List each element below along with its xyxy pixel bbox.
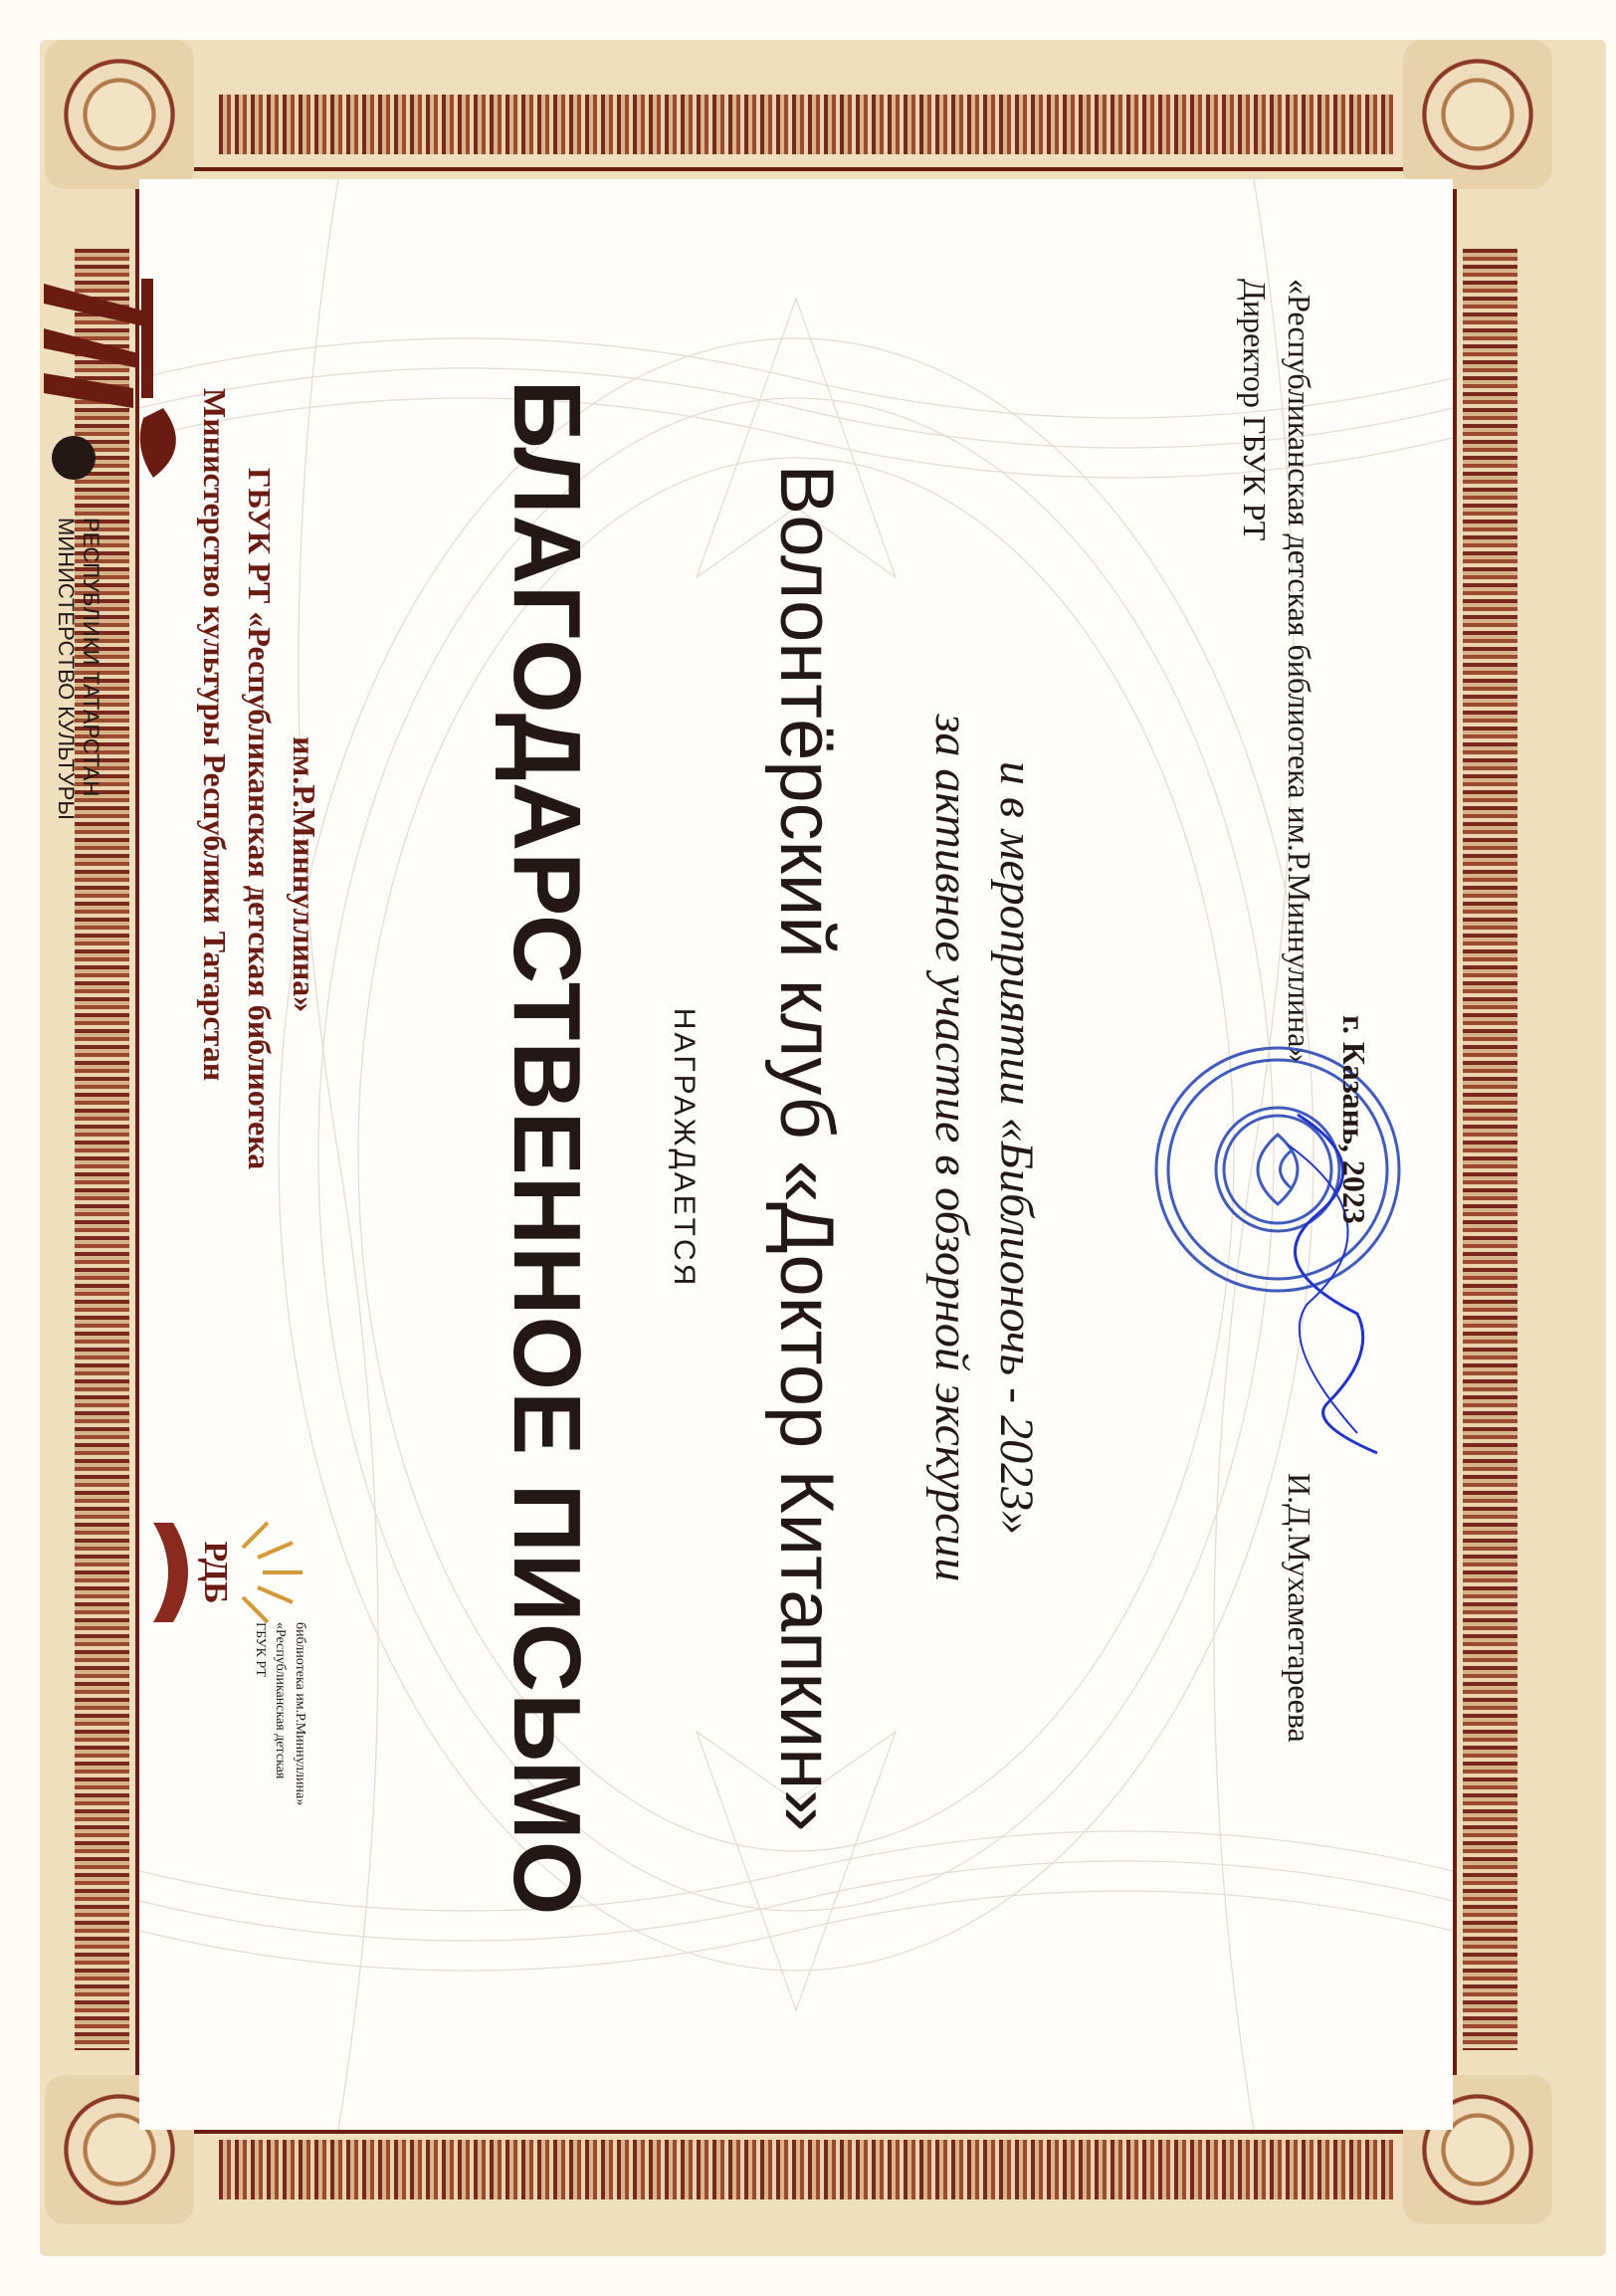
library-full-name: «Республиканская детская библиотека им.Р.Миннуллина» <box>1282 279 1317 1064</box>
svg-text:РДБ: РДБ <box>197 1541 234 1604</box>
award-reason-line1: за активное участие в обзорной экскурсии <box>925 714 978 1582</box>
recipient-name: Волонтёрский клуб «Доктор Китапкин» <box>764 464 849 1832</box>
institution-name: ГБУК РТ «Республиканская детская библиотека <box>242 468 278 1170</box>
certificate-title: БЛАГОДАРСТВЕННОЕ ПИСЬМО <box>494 379 600 1917</box>
library-logo-line2: «Республиканская детская <box>273 1622 288 1779</box>
ministry-logo-line2: РЕСПУБЛИКИ ТАТАРСТАН <box>79 518 103 797</box>
director-title: Директор ГБУК РТ <box>1237 279 1273 541</box>
ministry-name: Министерство культуры Республики Татарстан <box>197 388 233 1082</box>
institution-dedication: им.Р.Миннуллина» <box>287 736 322 1013</box>
award-reason-line2: и в мероприятии «Библионочь - 2023» <box>990 760 1043 1536</box>
city-and-year: г. Казань, 2023 <box>1336 1015 1372 1224</box>
ministry-logo-icon <box>34 259 193 488</box>
awarded-label: НАГРАЖДАЕТСЯ <box>668 1007 701 1289</box>
ministry-logo-line1: МИНИСТЕРСТВО КУЛЬТУРЫ <box>54 518 79 820</box>
signer-name: И.Д.Мухаметареева <box>1282 1473 1317 1743</box>
library-logo-line1: ГБУК РТ <box>253 1622 268 1677</box>
library-logo-line3: библиотека им.Р.Миннуллина» <box>293 1622 307 1806</box>
